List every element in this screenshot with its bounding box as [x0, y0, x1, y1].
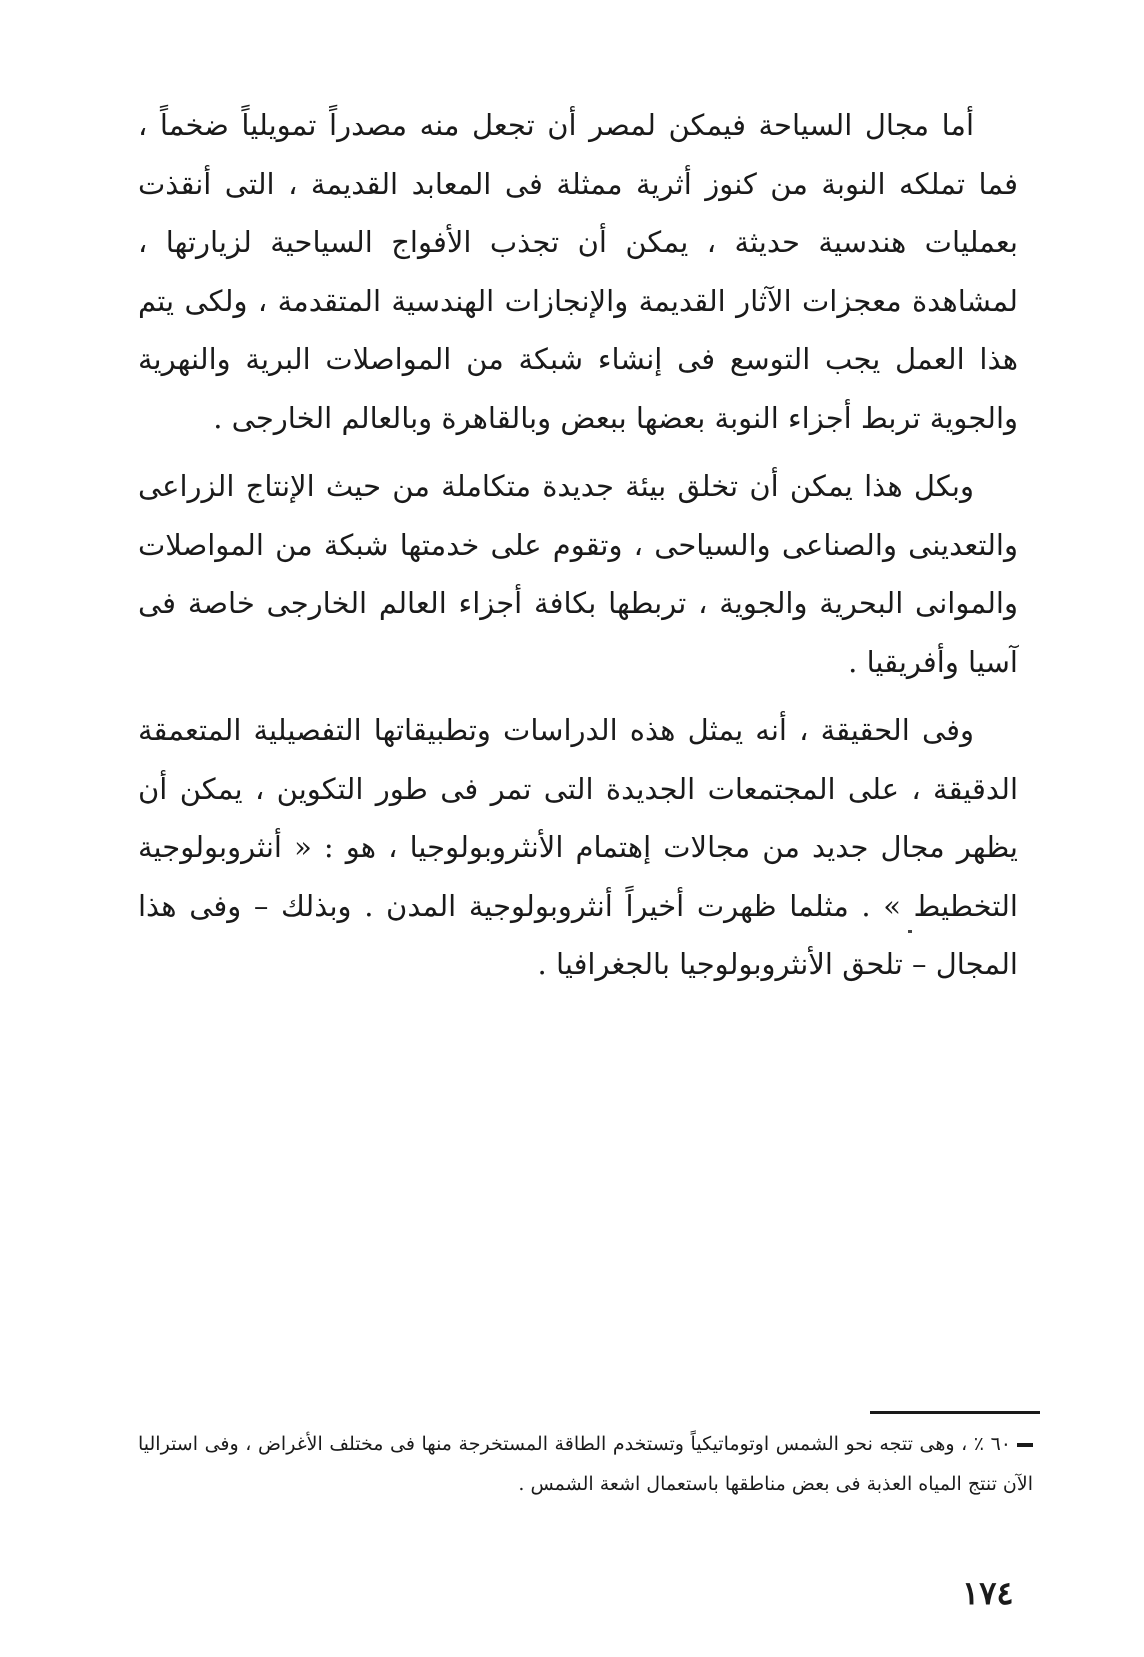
footnote-divider — [870, 1411, 1040, 1414]
paragraph-planning-anthropology: وفى الحقيقة ، أنه يمثل هذه الدراسات وتطبيقاتها التفصيلية المتعمقة الدقيقة ، على المجتمعات الجديدة التى تمر فى طور التكوين ، يمكن أن يظهر مجال جديد من مجالات إهتمام الأنثروبولوجيا ، هو : « أنثروبولوجية التخطيط » . مثلما ظهرت أخيراً أنثروبولوجية المدن . وبذلك – وفى هذا المجال – تلحق الأنثروبولوجيا بالجغرافيا . — [138, 713, 1018, 981]
stray-ink-mark — [908, 930, 912, 933]
footnote-text: ٦٠ ٪ ، وهى تتجه نحو الشمس اوتوماتيكياً وتستخدم الطاقة المستخرجة منها فى مختلف الأغراض ، وفى استراليا الآن تنتج المياه العذبة فى بعض مناطقها باستعمال اشعة الشمس . — [138, 1433, 1033, 1495]
footnote — [138, 1424, 1033, 1504]
body-text — [138, 96, 1018, 994]
page-number: ١٧٤ — [962, 1574, 1014, 1612]
paragraph-tourism: أما مجال السياحة فيمكن لمصر أن تجعل منه مصدراً تمويلياً ضخماً ، فما تملكه النوبة من كنوز أثرية ممثلة فى المعابد القديمة ، التى أنقذت بعمليات هندسية حديثة ، يمكن أن تجذب الأفواج السياحية لزيارتها ، لمشاهدة معجزات الآثار القديمة والإنجازات الهندسية المتقدمة ، ولكى يتم هذا العمل يجب التوسع فى إنشاء شبكة من المواصلات البرية والنهرية والجوية تربط أجزاء النوبة بعضها ببعض وبالقاهرة وبالعالم الخارجى . — [138, 108, 1018, 435]
paragraph-integrated-environment: وبكل هذا يمكن أن تخلق بيئة جديدة متكاملة من حيث الإنتاج الزراعى والتعدينى والصناعى والسياحى ، وتقوم على خدمتها شبكة من المواصلات والموانى البحرية والجوية ، تربطها بكافة أجزاء العالم الخارجى خاصة فى آسيا وأفريقيا . — [138, 469, 1018, 679]
footnote-dash-marker — [1017, 1443, 1033, 1447]
